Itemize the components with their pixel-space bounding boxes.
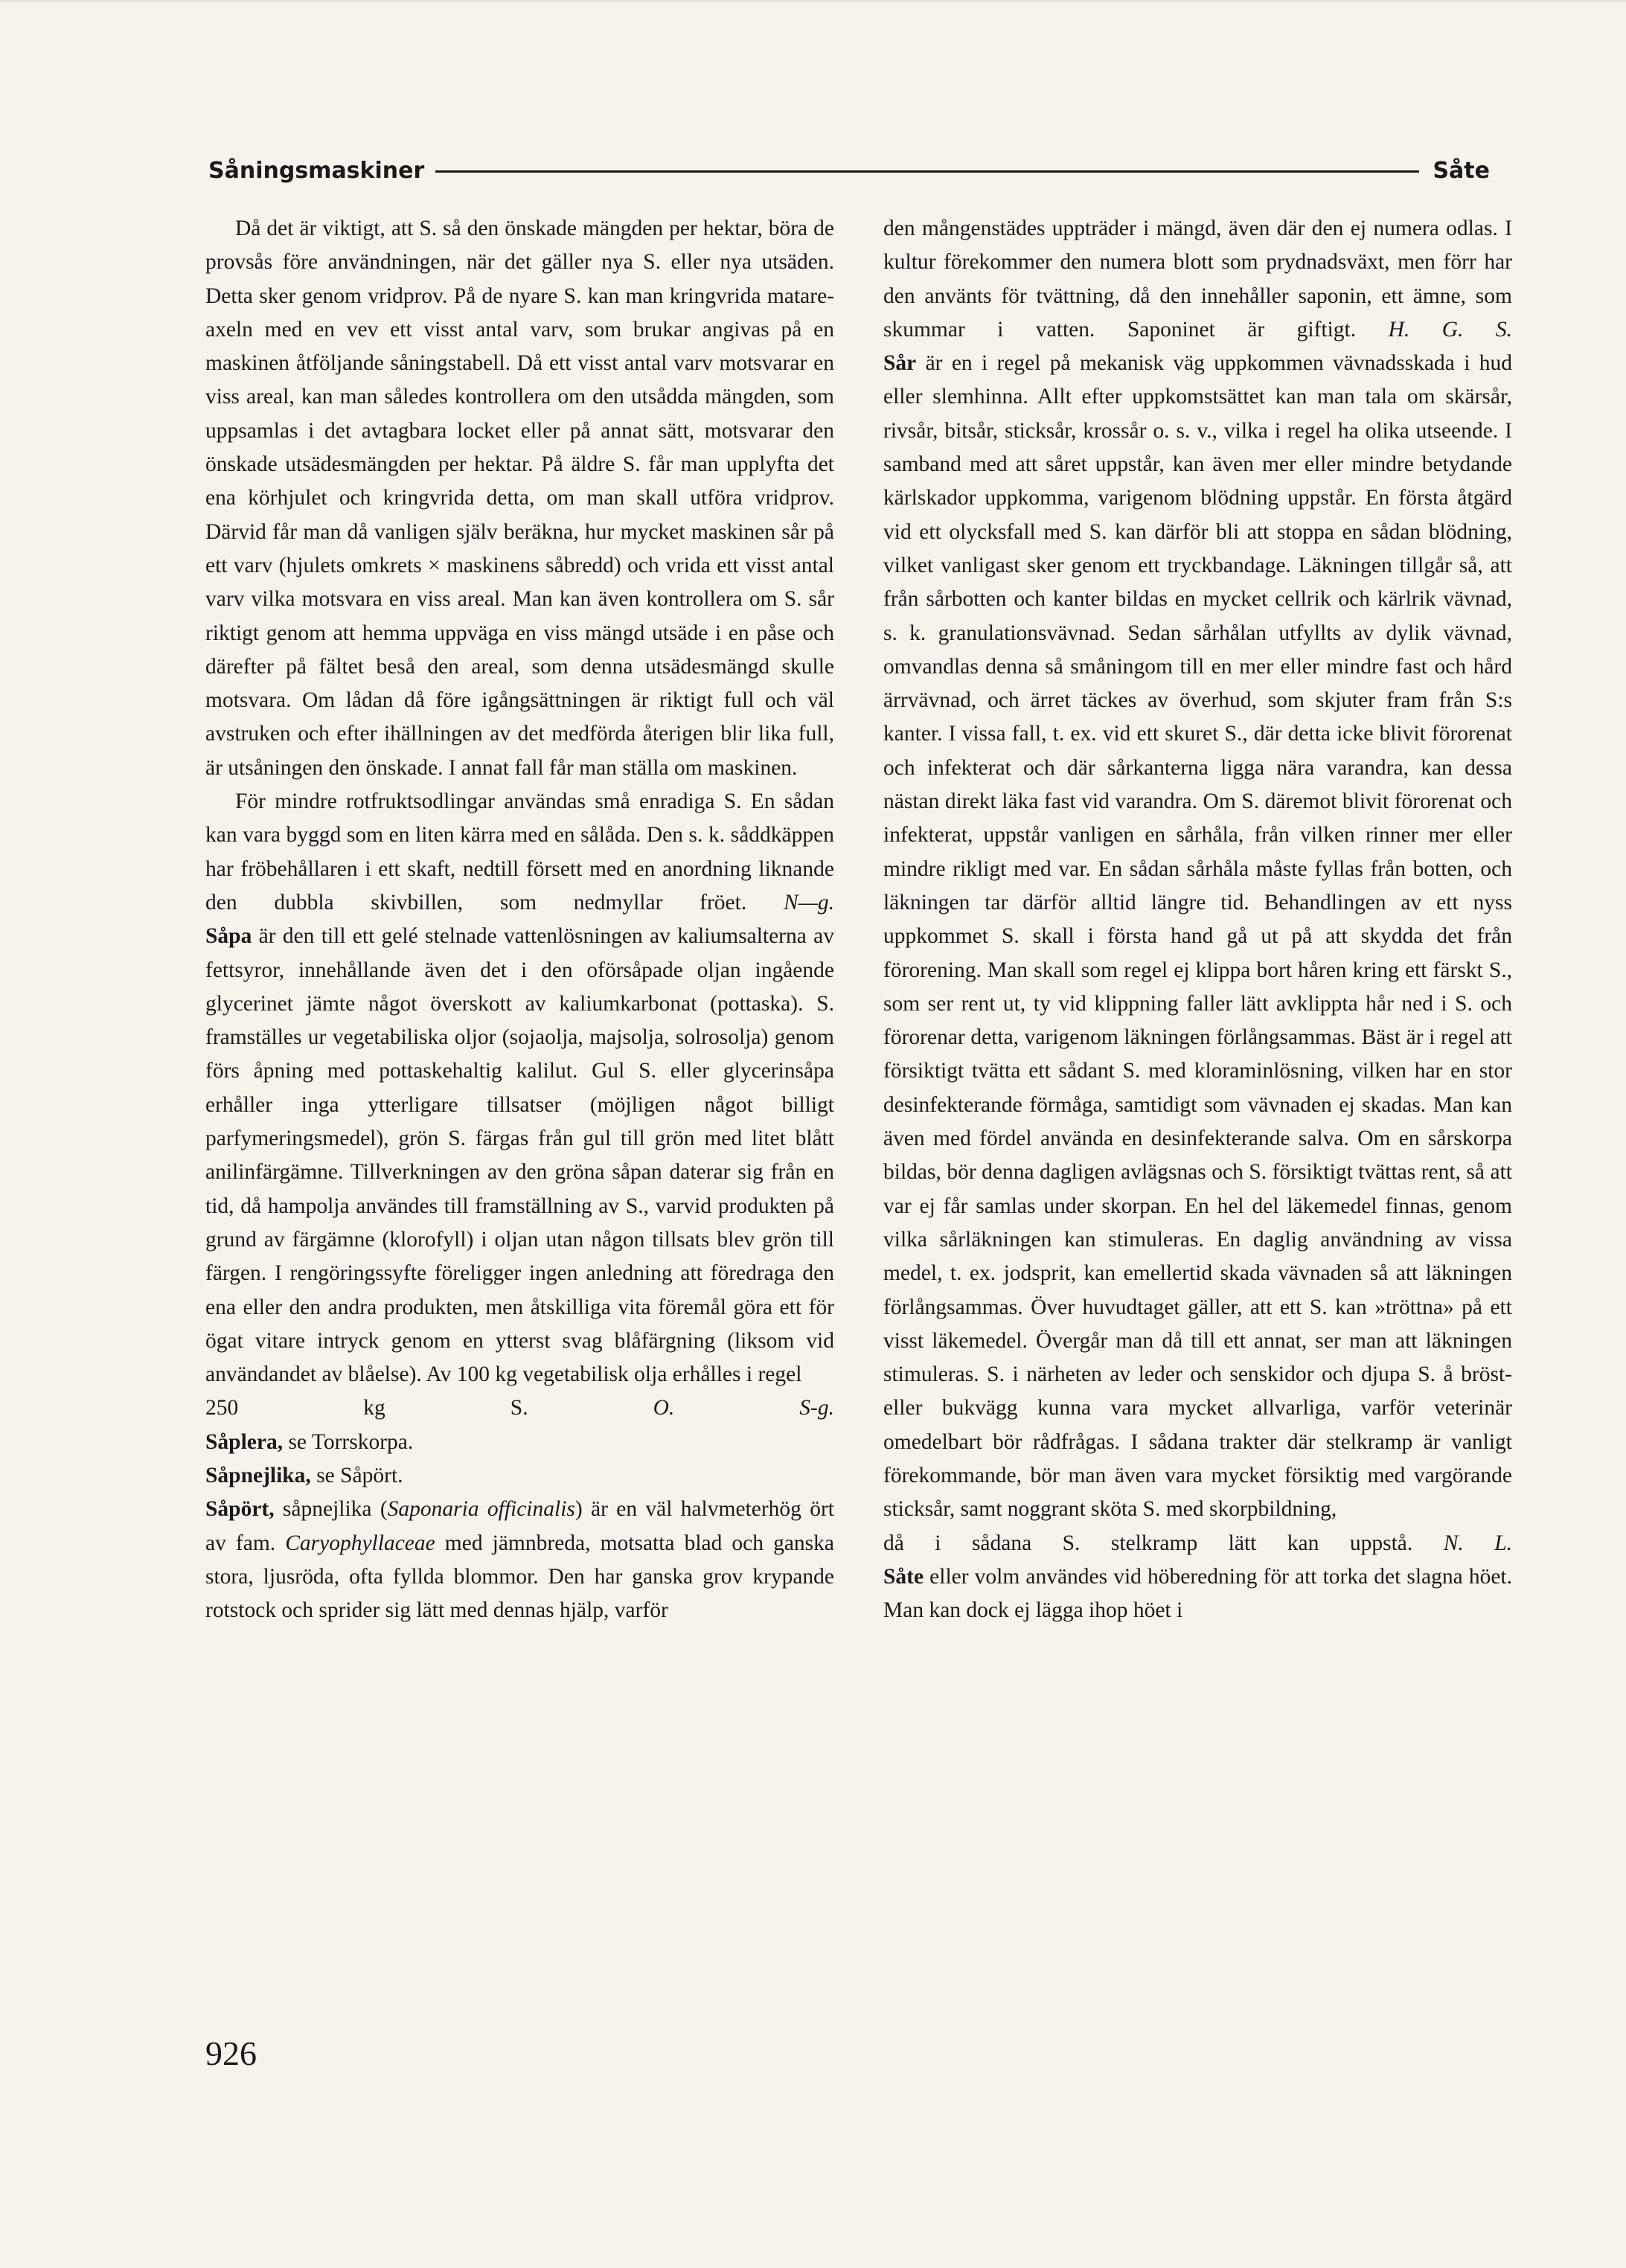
entry-text: eller volm användes vid höberedning för att torka det slagna höet. Man kan dock ej lägga ihop höet i <box>883 1564 1512 1623</box>
header-left-keyword: Såningsmaskiner <box>208 153 427 190</box>
page-top-edge <box>0 0 1626 1</box>
headword-sapa: Såpa <box>205 924 252 949</box>
author-signature: N. L. <box>1443 1531 1512 1555</box>
header-right-keyword: Såte <box>1430 153 1490 190</box>
cross-reference: se Såpört. <box>310 1463 403 1487</box>
entry-saport <box>205 1493 834 1627</box>
paragraph-rotfrukt <box>205 785 834 920</box>
entry-text: då i sådana S. stelkramp lätt kan uppstå. <box>883 1531 1413 1555</box>
entry-text: såpnejlika ( <box>274 1497 388 1522</box>
entry-saport-continued <box>883 212 1512 347</box>
headword-saplera: Såplera, <box>205 1429 284 1454</box>
entry-sate <box>883 1560 1512 1628</box>
entry-text: är den till ett gelé stelnade vattenlösningen av kaliumsalterna av fettsyror, innehållande även det i den oförsåpade oljan ingående glycerinet jämte något överskott av kaliumkarbonat (pottaska). S. framställes ur vegetabiliska oljor (sojaolja, majsolja, solrosolja) genom förs åpning med pottaskehaltig kalilut. Gul S. eller glycerinsåpa erhåller inga ytterligare tillsatser (möjligen något billigt parfymeringsmedel), grön S. färgas från gul till grön med litet blått anilinfärgämne. Tillverkningen av den gröna såpan daterar sig från en tid, då hampolja användes till framställning av S., varvid produkten på grund av färgämne (klorofyll) i oljan utan någon tillsats blev grön till färgen. I rengöringssyfte föreligger ingen anledning att föredraga den ena eller den andra produkten, men åtskilliga vita föremål göra ett för ögat vitare intryck genom en ytterst svag blåfärgning (liksom vid användandet av blåelse). Av 100 kg vegetabilisk olja erhålles i regel <box>205 924 834 1387</box>
entry-sar <box>883 347 1512 1526</box>
entry-sar-end <box>883 1527 1512 1560</box>
entry-text: med jämnbreda, motsatta blad och ganska stora, ljusröda, ofta fyllda blommor. Den har ganska grov krypande rotstock och sprider sig lätt med dennas hjälp, varför <box>205 1531 834 1623</box>
headword-sapnejlika: Såpnejlika, <box>205 1463 311 1487</box>
entry-text: den mångenstädes uppträder i mängd, även där den ej numera odlas. I kultur förekommer den numera blott som prydnadsväxt, men förr har den använts för tvättning, då den innehåller saponin, ett ämne, som skummar i vatten. Saponinet är giftigt. <box>883 217 1512 342</box>
entry-saplera <box>205 1426 834 1459</box>
paragraph-saningsmaskiner-vridprov <box>205 212 834 785</box>
paragraph-text: För mindre rotfruktsodlingar användas små enradiga S. En sådan kan vara byggd som en liten kärra med en sålåda. Den s. k. såddkäppen har fröbehållaren i ett skaft, nedtill försett med en anordning liknande den dubbla skivbillen, som nedmyllar fröet. <box>205 789 834 914</box>
headword-sate: Såte <box>883 1564 924 1589</box>
author-signature: O. S-g. <box>653 1396 834 1420</box>
entry-text: 250 kg S. <box>205 1396 528 1420</box>
entry-sapa <box>205 920 834 1391</box>
entry-sapa-end <box>205 1391 834 1425</box>
running-head <box>208 153 1490 190</box>
header-rule <box>435 170 1419 173</box>
right-column <box>883 212 1512 1627</box>
family-name: Caryophyllaceae <box>285 1531 435 1555</box>
author-signature: H. G. S. <box>1388 317 1513 342</box>
left-column <box>205 212 834 1627</box>
cross-reference: se Torrskorpa. <box>283 1429 414 1454</box>
entry-text: är en i regel på mekanisk väg uppkommen vävnadsskada i hud eller slemhinna. Allt efter uppkomstsättet kan man tala om skärsår, rivsår, bitsår, sticksår, krossår o. s. v., vilka i regel ha olika utseende. I samband med att såret uppstår, kan även mer eller mindre betydande kärlskador uppkomma, varigenom blödning uppstår. En första åtgärd vid ett olycksfall med S. kan därför bli att stoppa en sådan blödning, vilket vanligast sker genom ett tryckbandage. Läkningen tillgår så, att från sårbotten och kanter bildas en mycket cellrik och kärlrik vävnad, s. k. granulationsvävnad. Sedan sårhålan utfyllts av dylik vävnad, omvandlas denna så småningom till en mer eller mindre fast och hård ärrvävnad, och ärret täckes av överhud, som skjuter fram från S:s kanter. I vissa fall, t. ex. vid ett skuret S., där detta icke blivit förorenat och infekterat och där sårkanterna ligga nära varandra, kan dessa nästan direkt läka fast vid varandra. Om S. däremot blivit förorenat och infekterat, uppstår vanligen en sårhåla, från vilken rinner mer eller mindre rikligt med var. En sådan sårhåla måste fyllas från botten, och läkningen tar därför alltid längre tid. Behandlingen av ett nyss uppkommet S. skall i första hand gå ut på att skydda det från förorening. Man skall som regel ej klippa bort håren kring ett färskt S., som ser rent ut, ty vid klippning faller lätt avklippta hår ned i S. och förorenar detta, varigenom läkningen förlångsammas. Bäst är i regel att försiktigt tvätta ett sådant S. med kloraminlösning, vilken har en stor desinfekterande förmåga, samtidigt som vävnaden ej skadas. Man kan även med fördel använda en desinfekterande salva. Om en sårskorpa bildas, bör denna dagligen avlägsnas och S. försiktigt tvättas rent, så att var ej får samlas under skorpan. En hel del läkemedel finnas, genom vilka sårläkningen kan stimuleras. En daglig användning av vissa medel, t. ex. jodsprit, kan emellertid skada vävnaden så att läkningen förlångsammas. Över huvudtaget gäller, att ett S. kan »tröttna» på ett visst läkemedel. Övergår man då till ett annat, ser man att läkningen stimuleras. S. i närheten av leder och senskidor och djupa S. å bröst- eller bukvägg kunna vara mycket allvarliga, varför veterinär omedelbart bör rådfrågas. I sådana trakter där stelkramp är vanligt förekommande, bör man även vara mycket försiktig med vargörande sticksår, samt noggrant sköta S. med skorpbildning, <box>883 351 1512 1522</box>
entry-sapnejlika <box>205 1459 834 1493</box>
latin-name: Saponaria officinalis <box>387 1497 575 1522</box>
entry-text: ) är en väl halvmeterhög ört av fam. <box>205 1497 834 1555</box>
page-number: 926 <box>205 2034 257 2072</box>
paragraph-text: Då det är viktigt, att S. så den önskade mängden per hektar, böra de provsås före användningen, när det gäller nya S. eller nya utsäden. Detta sker genom vridprov. På de nyare S. kan man kringvrida matare-axeln med en vev ett visst antal varv, som brukar angivas på en maskinen åtföljande såningstabell. Då ett visst antal varv motsvarar en viss areal, kan man således kontrollera om den utsådda mängden, som uppsamlas i det avtagbara locket eller på annat sätt, motsvarar den önskade utsädesmängden per hektar. På äldre S. får man upplyfta det ena körhjulet och kringvrida detta, om man skall utföra vridprov. Därvid får man då vanligen själv beräkna, hur mycket maskinen sår på ett varv (hjulets omkrets × maskinens såbredd) och vrida ett visst antal varv vilka motsvara en viss areal. Man kan även kontrollera om S. sår riktigt genom att hemma uppväga en viss mängd utsäde i en påse och därefter på fältet beså den areal, som denna utsädesmängd skulle motsvara. Om lådan då före igångsättningen är riktigt full och väl avstruken och efter ihällningen av det medförda återigen blir lika full, är utsåningen den önskade. I annat fall får man ställa om maskinen. <box>205 217 834 780</box>
author-signature: N—g. <box>783 890 834 914</box>
headword-sar: Sår <box>883 351 917 376</box>
headword-saport: Såpört, <box>205 1497 275 1522</box>
